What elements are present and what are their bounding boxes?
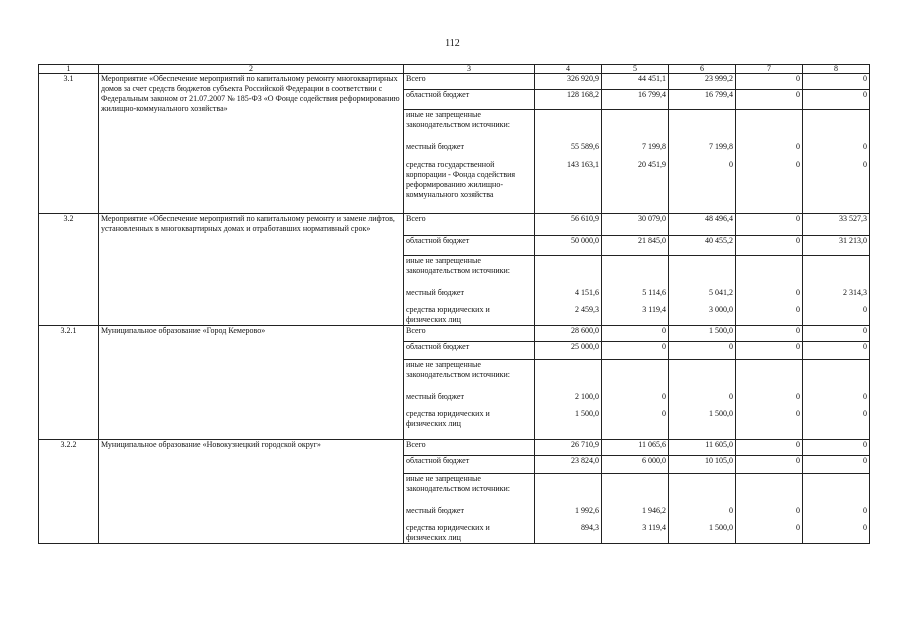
value-cell: 40 455,2 <box>669 236 736 256</box>
value-cell: 0 <box>803 506 870 520</box>
source-label: местный бюджет <box>404 142 535 156</box>
value-cell: 20 451,9 <box>602 156 669 214</box>
source-label: Всего <box>404 326 535 342</box>
value-cell: 44 451,1 <box>602 74 669 90</box>
value-cell <box>669 256 736 288</box>
value-cell: 0 <box>803 90 870 110</box>
value-cell <box>803 110 870 142</box>
source-label: средства юридических и физических лиц <box>404 406 535 440</box>
source-label: областной бюджет <box>404 342 535 360</box>
value-cell: 26 710,9 <box>535 440 602 456</box>
value-cell: 7 199,8 <box>602 142 669 156</box>
value-cell <box>736 256 803 288</box>
value-cell: 0 <box>803 392 870 406</box>
value-cell: 1 500,0 <box>669 406 736 440</box>
value-cell: 0 <box>803 342 870 360</box>
value-cell: 128 168,2 <box>535 90 602 110</box>
value-cell <box>803 256 870 288</box>
value-cell: 2 100,0 <box>535 392 602 406</box>
value-cell <box>535 474 602 506</box>
value-cell: 0 <box>803 406 870 440</box>
column-number-row <box>39 65 870 74</box>
value-cell: 0 <box>602 392 669 406</box>
value-cell: 5 041,2 <box>669 288 736 302</box>
source-label: Всего <box>404 440 535 456</box>
value-cell: 1 500,0 <box>669 520 736 544</box>
value-cell: 0 <box>669 156 736 214</box>
value-cell: 3 119,4 <box>602 302 669 326</box>
value-cell <box>669 360 736 392</box>
value-cell: 10 105,0 <box>669 456 736 474</box>
source-label: средства юридических и физических лиц <box>404 302 535 326</box>
value-cell: 0 <box>736 440 803 456</box>
value-cell: 0 <box>736 302 803 326</box>
value-cell <box>669 110 736 142</box>
column-number: 7 <box>736 65 803 74</box>
value-cell: 48 496,4 <box>669 214 736 236</box>
value-cell: 0 <box>736 236 803 256</box>
budget-table <box>38 64 870 544</box>
source-label: местный бюджет <box>404 288 535 302</box>
value-cell: 3 119,4 <box>602 520 669 544</box>
value-cell: 0 <box>669 342 736 360</box>
value-cell: 33 527,3 <box>803 214 870 236</box>
source-label: иные не запрещенные законодательством источники: <box>404 110 535 142</box>
section-title: Мероприятие «Обеспечение мероприятий по капитальному ремонту и замене лифтов, установленных в многоквартирных домах и отработавших нормативный срок» <box>99 214 404 326</box>
value-cell: 28 600,0 <box>535 326 602 342</box>
page-number: 112 <box>445 38 460 49</box>
source-label: иные не запрещенные законодательством источники: <box>404 256 535 288</box>
section-title: Мероприятие «Обеспечение мероприятий по капитальному ремонту многоквартирных домов за счет средств бюджетов субъекта Российской Федерации в соответствии с Федеральным законом от 21.07.2007 № 185-ФЗ «О Фонде содействия реформированию жилищно-коммунального хозяйства» <box>99 74 404 214</box>
value-cell: 0 <box>803 440 870 456</box>
value-cell: 16 799,4 <box>602 90 669 110</box>
column-number: 6 <box>669 65 736 74</box>
value-cell: 0 <box>736 214 803 236</box>
source-label: иные не запрещенные законодательством источники: <box>404 474 535 506</box>
column-number: 4 <box>535 65 602 74</box>
row-total <box>39 326 870 342</box>
value-cell: 0 <box>602 406 669 440</box>
value-cell: 0 <box>736 288 803 302</box>
value-cell <box>602 474 669 506</box>
value-cell: 0 <box>669 506 736 520</box>
value-cell: 0 <box>803 520 870 544</box>
value-cell: 0 <box>736 90 803 110</box>
value-cell: 11 605,0 <box>669 440 736 456</box>
value-cell: 1 500,0 <box>669 326 736 342</box>
value-cell: 3 000,0 <box>669 302 736 326</box>
value-cell <box>736 360 803 392</box>
value-cell: 23 999,2 <box>669 74 736 90</box>
value-cell <box>803 360 870 392</box>
value-cell: 0 <box>736 392 803 406</box>
section-code: 3.1 <box>39 74 99 214</box>
section-code: 3.2 <box>39 214 99 326</box>
value-cell: 0 <box>803 74 870 90</box>
column-number: 2 <box>99 65 404 74</box>
value-cell: 56 610,9 <box>535 214 602 236</box>
value-cell: 6 000,0 <box>602 456 669 474</box>
value-cell: 30 079,0 <box>602 214 669 236</box>
value-cell: 16 799,4 <box>669 90 736 110</box>
value-cell: 0 <box>602 326 669 342</box>
source-label: иные не запрещенные законодательством источники: <box>404 360 535 392</box>
value-cell <box>535 110 602 142</box>
value-cell <box>803 474 870 506</box>
value-cell: 0 <box>602 342 669 360</box>
value-cell: 0 <box>736 142 803 156</box>
source-label: областной бюджет <box>404 456 535 474</box>
value-cell: 1 946,2 <box>602 506 669 520</box>
value-cell <box>535 360 602 392</box>
value-cell: 0 <box>736 520 803 544</box>
value-cell: 0 <box>736 456 803 474</box>
section-code: 3.2.2 <box>39 440 99 544</box>
value-cell: 1 992,6 <box>535 506 602 520</box>
source-label: средства юридических и физических лиц <box>404 520 535 544</box>
value-cell: 0 <box>736 74 803 90</box>
value-cell: 2 459,3 <box>535 302 602 326</box>
value-cell: 50 000,0 <box>535 236 602 256</box>
source-label: местный бюджет <box>404 392 535 406</box>
source-label: местный бюджет <box>404 506 535 520</box>
value-cell: 0 <box>736 342 803 360</box>
value-cell: 326 920,9 <box>535 74 602 90</box>
value-cell: 0 <box>736 326 803 342</box>
column-number: 5 <box>602 65 669 74</box>
value-cell: 0 <box>736 156 803 214</box>
source-label: областной бюджет <box>404 90 535 110</box>
value-cell: 0 <box>803 302 870 326</box>
value-cell: 25 000,0 <box>535 342 602 360</box>
value-cell: 4 151,6 <box>535 288 602 302</box>
section-title: Муниципальное образование «Город Кемерово» <box>99 326 404 440</box>
source-label: средства государственной корпорации - Фонда содействия реформированию жилищно-коммунального хозяйства <box>404 156 535 214</box>
value-cell: 0 <box>803 156 870 214</box>
source-label: Всего <box>404 214 535 236</box>
value-cell <box>736 110 803 142</box>
row-total <box>39 440 870 456</box>
value-cell: 55 589,6 <box>535 142 602 156</box>
column-number: 3 <box>404 65 535 74</box>
value-cell: 21 845,0 <box>602 236 669 256</box>
value-cell: 143 163,1 <box>535 156 602 214</box>
value-cell <box>736 474 803 506</box>
section-code: 3.2.1 <box>39 326 99 440</box>
section-title: Муниципальное образование «Новокузнецкий городской округ» <box>99 440 404 544</box>
value-cell: 5 114,6 <box>602 288 669 302</box>
value-cell <box>669 474 736 506</box>
row-total <box>39 74 870 90</box>
value-cell: 0 <box>736 406 803 440</box>
value-cell: 1 500,0 <box>535 406 602 440</box>
value-cell <box>602 360 669 392</box>
row-total <box>39 214 870 236</box>
value-cell: 31 213,0 <box>803 236 870 256</box>
column-number: 1 <box>39 65 99 74</box>
value-cell: 0 <box>803 456 870 474</box>
source-label: Всего <box>404 74 535 90</box>
value-cell <box>535 256 602 288</box>
value-cell: 7 199,8 <box>669 142 736 156</box>
value-cell: 23 824,0 <box>535 456 602 474</box>
value-cell: 0 <box>803 142 870 156</box>
value-cell: 0 <box>736 506 803 520</box>
value-cell: 11 065,6 <box>602 440 669 456</box>
value-cell: 894,3 <box>535 520 602 544</box>
value-cell <box>602 256 669 288</box>
source-label: областной бюджет <box>404 236 535 256</box>
column-number: 8 <box>803 65 870 74</box>
value-cell: 0 <box>803 326 870 342</box>
value-cell <box>602 110 669 142</box>
value-cell: 0 <box>669 392 736 406</box>
value-cell: 2 314,3 <box>803 288 870 302</box>
